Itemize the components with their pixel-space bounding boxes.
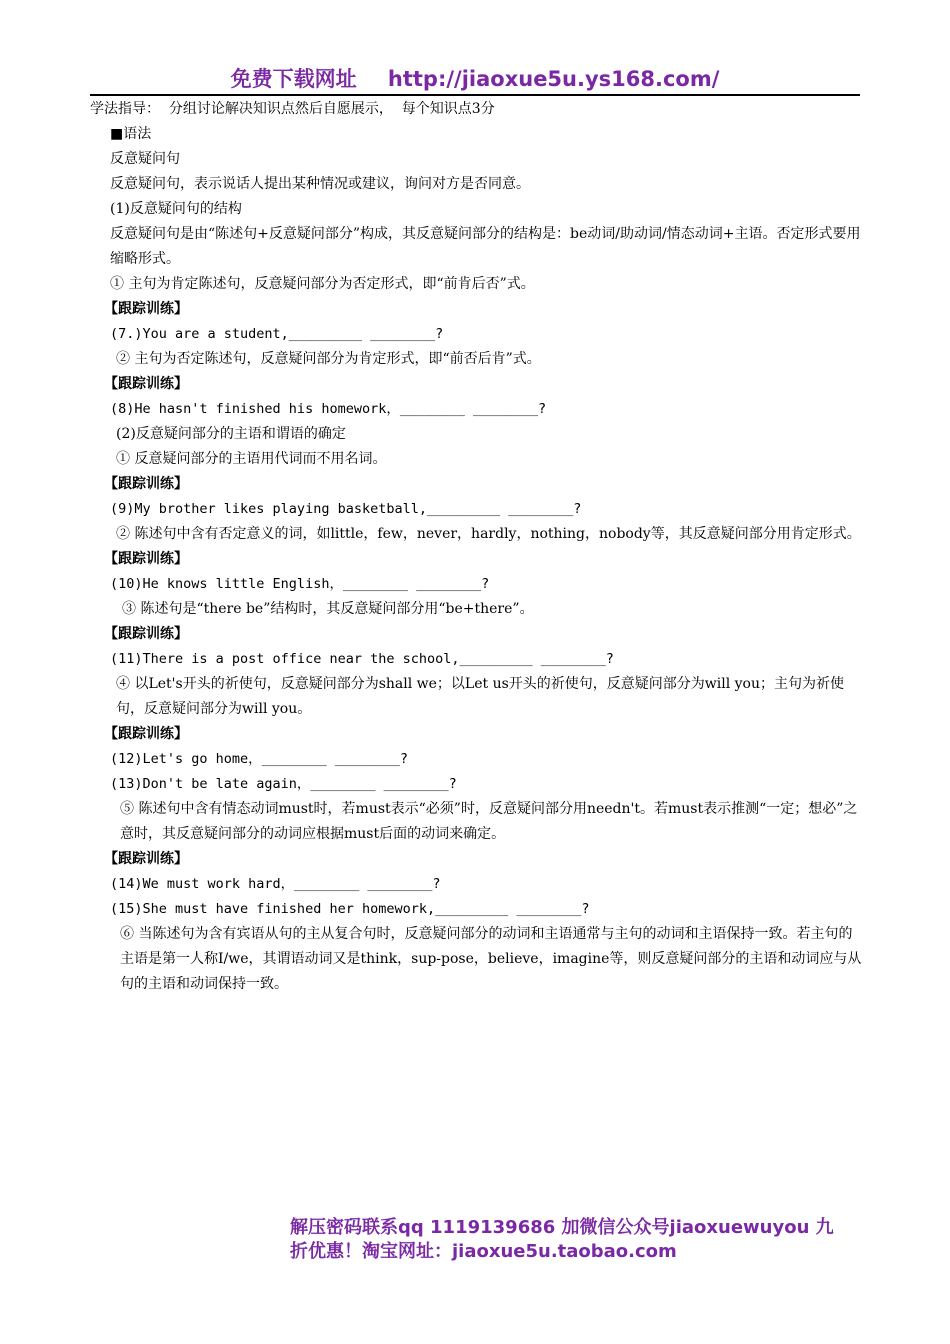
text-line: ④ 以Let's开头的祈使句，反意疑问部分为shall we；以Let us开头的祈使句，反意疑问部分为will you；主句为祈使句，反意疑问部分为will you。 xyxy=(116,676,844,717)
text-line: ① 反意疑问部分的主语用代词而不用名词。 xyxy=(116,451,387,467)
exercise-line: (7.)You are a student,_________ ________? xyxy=(110,326,444,342)
exercise-line: (15)She must have finished her homework,_________ ________? xyxy=(110,901,590,917)
text-line: ② 陈述句中含有否定意义的词，如little，few，never，hardly，nothing，nobody等，其反意疑问部分用肯定形式。 xyxy=(116,526,861,542)
exercise-line: (8)He hasn't finished his homework，________ ________? xyxy=(110,401,547,417)
text-line: ⑥ 当陈述句为含有宾语从句的主从复合句时，反意疑问部分的动词和主语通常与主句的动词和主语保持一致。若主句的主语是第一人称I/we，其谓语动词又是think，sup-pose，believe，imagine等，则反意疑问部分的主语和动词应与从句的主语和动词保持一致。 xyxy=(120,926,862,992)
exercise-line: (9)My brother likes playing basketball,_________ ________? xyxy=(110,501,582,517)
text-line: 反意疑问句 xyxy=(110,151,180,167)
text-line: (2)反意疑问部分的主语和谓语的确定 xyxy=(116,426,346,442)
text-line: (1)反意疑问句的结构 xyxy=(110,201,242,217)
text-line: 反意疑问句，表示说话人提出某种情况或建议，询问对方是否同意。 xyxy=(110,176,530,192)
page-footer: 解压密码联系qq 1119139686 加微信公众号jiaoxuewuyou 九折优惠！淘宝网址：jiaoxue5u.taobao.com xyxy=(290,1217,834,1262)
text-line: ③ 陈述句是“there be”结构时，其反意疑问部分用“be+there”。 xyxy=(122,601,534,617)
section-heading: 【跟踪训练】 xyxy=(104,476,188,492)
text-line: ① 主句为肯定陈述句，反意疑问部分为否定形式，即“前肯后否”式。 xyxy=(110,276,535,292)
exercise-line: (14)We must work hard，________ ________? xyxy=(110,876,441,892)
text-line: ⑤ 陈述句中含有情态动词must时，若must表示“必须”时，反意疑问部分用needn't。若must表示推测“一定；想必”之意时，其反意疑问部分的动词应根据must后面的动词来确定。 xyxy=(120,801,858,842)
exercise-line: (13)Don't be late again，________ ________? xyxy=(110,776,457,792)
text-line: 学法指导： 分组讨论解决知识点然后自愿展示， 每个知识点3分 xyxy=(90,101,495,117)
exercise-line: (12)Let's go home，________ ________? xyxy=(110,751,408,767)
page-header xyxy=(90,64,860,96)
section-heading: 【跟踪训练】 xyxy=(104,301,188,317)
section-heading: 【跟踪训练】 xyxy=(104,626,188,642)
section-heading: 【跟踪训练】 xyxy=(104,551,188,567)
text-line: 反意疑问句是由“陈述句+反意疑问部分”构成，其反意疑问部分的结构是：be动词/助动词/情态动词+主语。否定形式要用缩略形式。 xyxy=(110,226,861,267)
section-heading: 【跟踪训练】 xyxy=(104,376,188,392)
section-heading: 【跟踪训练】 xyxy=(104,726,188,742)
site-label: 免费下载网址 xyxy=(230,67,357,91)
section-heading: 【跟踪训练】 xyxy=(104,851,188,867)
exercise-line: (10)He knows little English，________ ________? xyxy=(110,576,490,592)
document-body xyxy=(90,97,865,997)
exercise-line: (11)There is a post office near the school,_________ ________? xyxy=(110,651,614,667)
text-line: ② 主句为否定陈述句，反意疑问部分为肯定形式，即“前否后肯”式。 xyxy=(116,351,541,367)
text-line: ■语法 xyxy=(110,126,152,142)
site-url[interactable]: http://jiaoxue5u.ys168.com/ xyxy=(387,67,720,91)
